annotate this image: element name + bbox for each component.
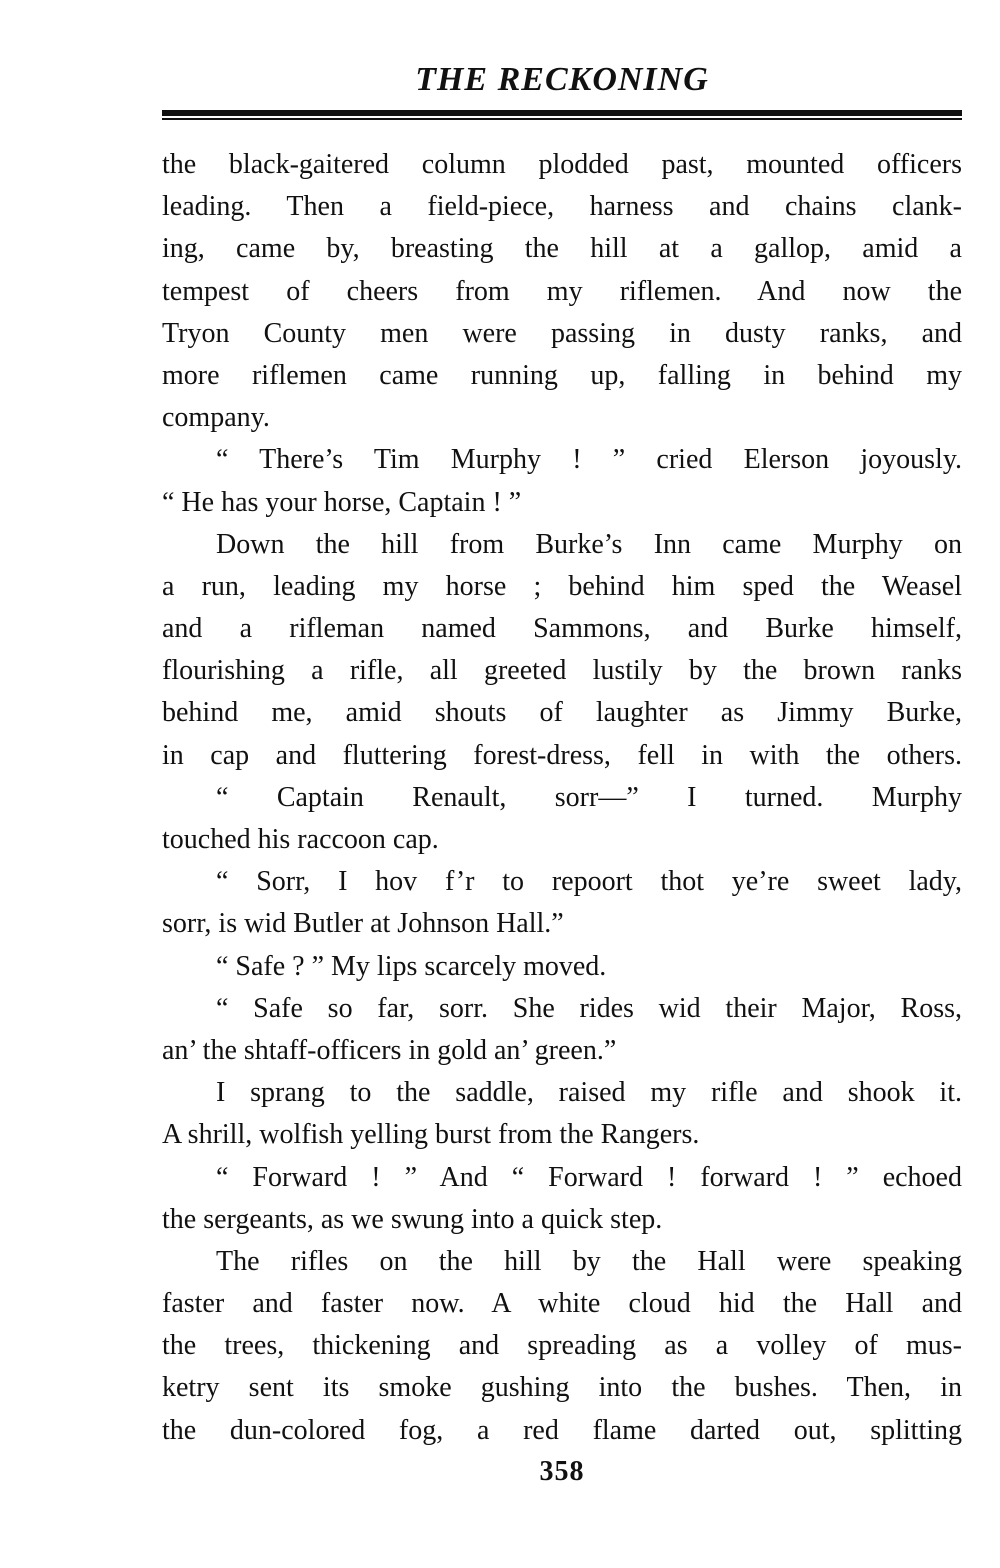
header-rule (162, 110, 962, 120)
text-line: “ Captain Renault, sorr—” I turned. Murphy (216, 781, 962, 813)
book-page (162, 58, 962, 1498)
text-line: flourishing a rifle, all greeted lustily by the brown ranks (162, 655, 962, 687)
page-number: 358 (539, 1456, 585, 1487)
text-line: behind me, amid shouts of laughter as Jimmy Burke, (162, 697, 962, 729)
text-line: “ Sorr, I hov f’r to repoort thot ye’re sweet lady, (216, 866, 962, 898)
text-line: I sprang to the saddle, raised my rifle and shook it. (216, 1077, 962, 1109)
body-text (162, 144, 962, 1452)
text-line: A shrill, wolfish yelling burst from the Rangers. (162, 1119, 700, 1151)
text-line: Tryon County men were passing in dusty ranks, and (162, 317, 962, 349)
text-line: more riflemen came running up, falling in behind my (162, 359, 962, 391)
text-line: company. (162, 402, 270, 434)
header-rule-thick (162, 110, 962, 116)
text-line: and a rifleman named Sammons, and Burke himself, (162, 613, 962, 645)
text-line: the sergeants, as we swung into a quick step. (162, 1203, 663, 1235)
text-line: “ He has your horse, Captain ! ” (162, 486, 522, 518)
text-line: “ Forward ! ” And “ Forward ! forward ! ” echoed (216, 1161, 962, 1193)
text-line: the trees, thickening and spreading as a volley of mus- (162, 1330, 962, 1362)
text-line: an’ the shtaff-officers in gold an’ green.” (162, 1034, 617, 1066)
text-line: the dun-colored fog, a red flame darted out, splitting (162, 1414, 962, 1446)
text-line: a run, leading my horse ; behind him sped the Weasel (162, 570, 962, 602)
text-line: in cap and fluttering forest-dress, fell in with the others. (162, 739, 962, 771)
text-line: the black-gaitered column plodded past, mounted officers (162, 149, 962, 180)
text-line: sorr, is wid Butler at Johnson Hall.” (162, 908, 564, 940)
text-line: leading. Then a field-piece, harness and chains clank- (162, 191, 962, 223)
text-line: ing, came by, breasting the hill at a gallop, amid a (162, 233, 962, 265)
text-line: touched his raccoon cap. (162, 824, 439, 855)
text-line: faster and faster now. A white cloud hid the Hall and (162, 1288, 962, 1320)
text-line: The rifles on the hill by the Hall were speaking (216, 1245, 962, 1277)
text-line: “ Safe so far, sorr. She rides wid their Major, Ross, (216, 992, 962, 1024)
header-rule-thin (162, 118, 962, 120)
running-head: THE RECKONING (415, 61, 709, 98)
text-line: Down the hill from Burke’s Inn came Murphy on (216, 528, 962, 560)
text-line: ketry sent its smoke gushing into the bushes. Then, in (162, 1372, 962, 1404)
text-line: “ Safe ? ” My lips scarcely moved. (216, 950, 607, 982)
text-line: tempest of cheers from my riflemen. And now the (162, 275, 962, 307)
text-line: “ There’s Tim Murphy ! ” cried Elerson joyously. (216, 444, 962, 476)
